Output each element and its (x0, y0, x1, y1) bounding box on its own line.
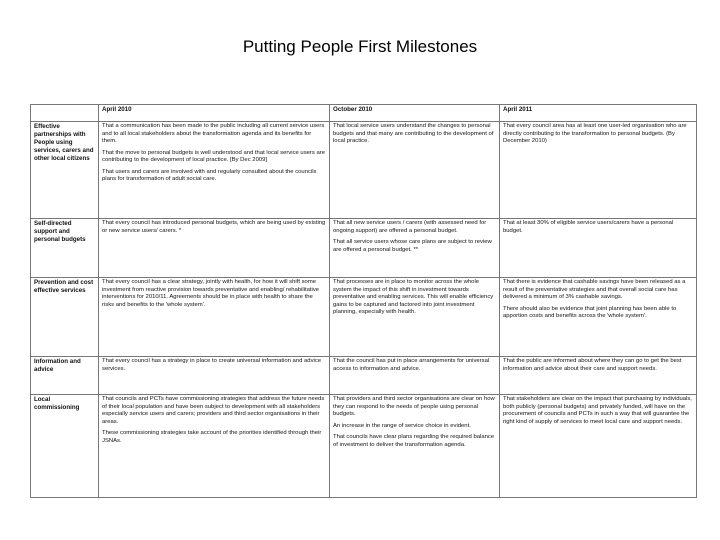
cell-paragraph: That users and carers are involved with and regularly consulted about the councils plans for transformation of adult social care. (102, 168, 317, 182)
cell-paragraph: That the public are informed about where they can go to get the best information and advice about their care and support needs. (503, 358, 682, 372)
header-october-2010: October 2010 (330, 105, 500, 122)
table-row (31, 395, 697, 498)
table-row (31, 122, 697, 219)
table-header-row (31, 105, 697, 122)
cell-paragraph: That processes are in place to monitor across the whole system the impact of this shift in investment towards preventative and enabling services. This will enable efficiency gains to be captured and factored into joint investment planning, especially with health. (333, 279, 494, 315)
table-cell (500, 122, 697, 219)
cell-paragraph: These commissioning strategies take account of the priorities identified through their JSNAs. (102, 430, 322, 444)
cell-paragraph: That stakeholders are clear on the impact that purchasing by individuals, both publicly (personal budgets) and privately funded, will have on the procurement of councils and PCTs in such a way that will guarantee the right kind of supply of services to meet local care and support needs. (503, 396, 692, 425)
header-corner (31, 105, 99, 122)
table-cell (500, 219, 697, 278)
milestones-table-container (30, 104, 696, 494)
cell-paragraph: That all service users whose care plans are subject to review are offered a personal budget. ** (333, 239, 492, 253)
cell-paragraph: That local service users understand the changes to personal budgets and that many are contributing to the development of local practice. (333, 123, 494, 144)
table-cell (99, 219, 330, 278)
table-row (31, 219, 697, 278)
cell-paragraph: That every council has introduced personal budgets, which are being used by existing or new service users/ carers. * (102, 220, 326, 234)
cell-paragraph: There should also be evidence that joint planning has been able to apportion costs and benefits across the 'whole system'. (503, 305, 677, 319)
table-cell (99, 122, 330, 219)
row-label: Information and advice (31, 357, 99, 395)
row-label: Self-directed support and personal budgets (31, 219, 99, 278)
table-cell (500, 278, 697, 357)
cell-paragraph: That providers and third sector organisations are clear on how they can respond to the needs of people using personal budgets. (333, 396, 495, 417)
table-cell (330, 122, 500, 219)
cell-paragraph: That every council area has at least one user-led organisation who are directly contributing to the transformation to personal budgets. (By December 2010) (503, 123, 687, 144)
cell-paragraph: That all new service users / carers (with assessed need for ongoing support) are offered a personal budget. (333, 220, 487, 234)
cell-paragraph: That the council has put in place arrangements for universal access to information and advice. (333, 358, 490, 372)
table-cell (500, 357, 697, 395)
row-label: Prevention and cost effective services (31, 278, 99, 357)
milestones-table (30, 104, 697, 498)
cell-paragraph: That every council has a strategy in place to create universal information and advice services. (102, 358, 322, 372)
cell-paragraph: That every council has a clear strategy, jointly with health, for how it will shift some investment from reactive provision towards preventative and enabling/ rehabilitative interventions for 2010/11. Agreements should be in place with health to share the risks and benefits to the 'whole system'. (102, 279, 320, 308)
table-cell (330, 219, 500, 278)
page-title: Putting People First Milestones (242, 37, 478, 56)
cell-paragraph: An increase in the range of service choice in evident. (333, 422, 471, 429)
cell-paragraph: That the move to personal budgets is well understood and that local service users are contributing to the development of local practice. [By Dec 2009] (102, 149, 325, 163)
cell-paragraph: That at least 30% of eligible service users/carers have a personal budget. (503, 220, 674, 234)
header-april-2011: April 2011 (500, 105, 697, 122)
cell-paragraph: That councils have clear plans regarding the required balance of investment to deliver the transformation agenda. (333, 434, 495, 448)
table-cell (330, 395, 500, 498)
cell-paragraph: That councils and PCTs have commissioning strategies that address the future needs of their local population and have been subject to development with all stakeholders especially service users and carers; providers and third sector organisations in their areas. (102, 396, 325, 425)
table-cell (330, 278, 500, 357)
table-cell (99, 278, 330, 357)
table-cell (330, 357, 500, 395)
header-april-2010: April 2010 (99, 105, 330, 122)
table-cell (500, 395, 697, 498)
table-row (31, 278, 697, 357)
cell-paragraph: That there is evidence that cashable savings have been released as a result of the preventative strategies and that overall social care has delivered a minimum of 3% cashable savings. (503, 279, 686, 300)
table-cell (99, 395, 330, 498)
cell-paragraph: That a communication has been made to the public including all current service users and to all local stakeholders about the transformation agenda and its benefits for them. (102, 123, 325, 144)
row-label: Local commissioning (31, 395, 99, 498)
table-cell (99, 357, 330, 395)
table-row (31, 357, 697, 395)
row-label: Effective partnerships with People using services, carers and other local citizens (31, 122, 99, 219)
